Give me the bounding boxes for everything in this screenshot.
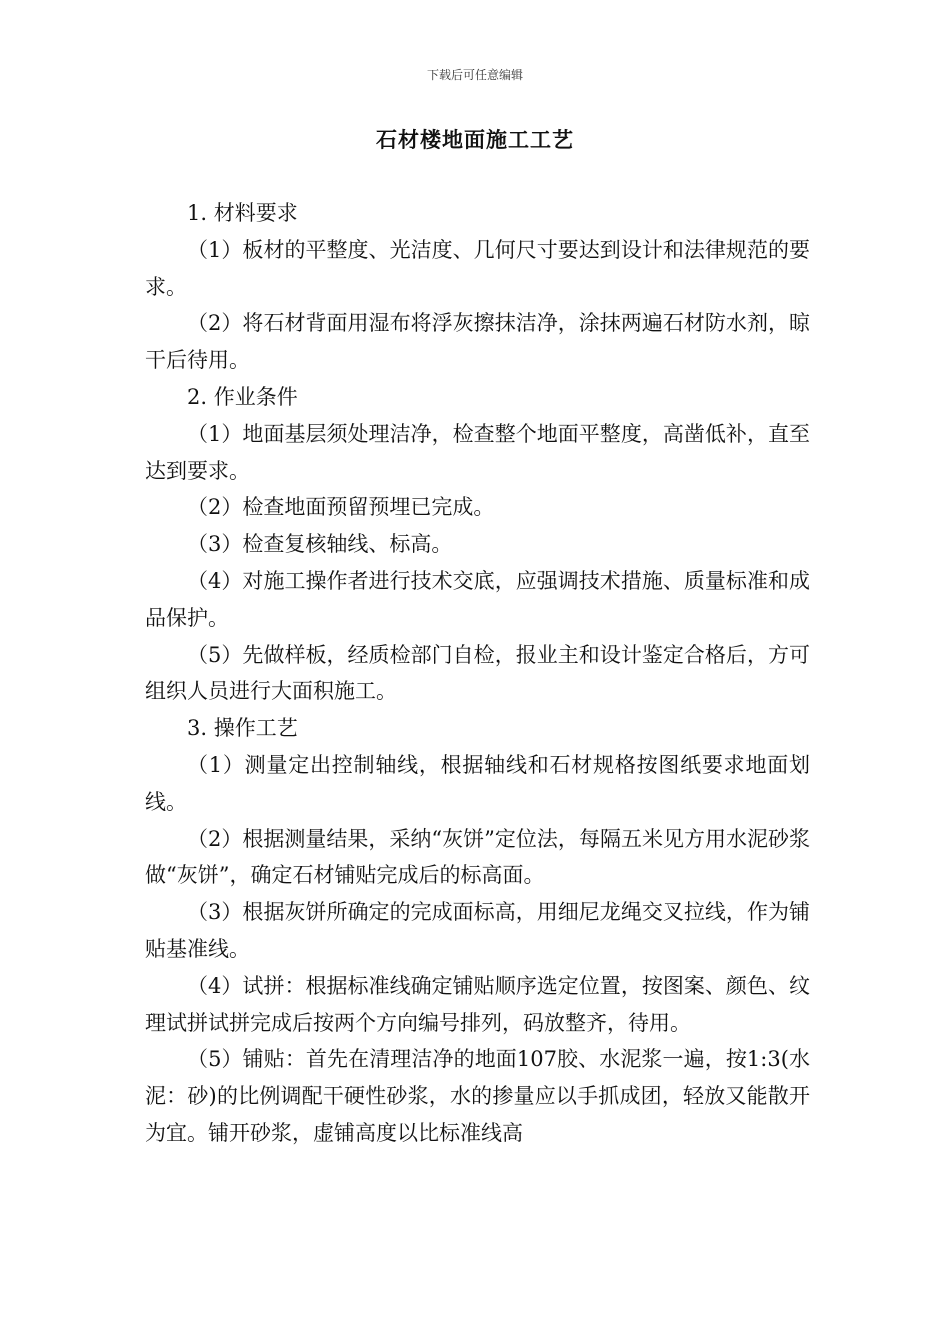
paragraph: （3）检查复核轴线、标高。 bbox=[187, 532, 453, 557]
paragraph: （5）先做样板，经质检部门自检，报业主和设计鉴定合格后，方可组织人员进行大面积施工。 bbox=[145, 642, 810, 704]
paragraph: （2）根据测量结果，采纳“灰饼”定位法，每隔五米见方用水泥砂浆做“灰饼”，确定石材铺贴完成后的标高面。 bbox=[145, 826, 810, 888]
paragraph: （1）测量定出控制轴线，根据轴线和石材规格按图纸要求地面划线。 bbox=[145, 752, 810, 814]
paragraph: （4）对施工操作者进行技术交底，应强调技术措施、质量标准和成品保护。 bbox=[145, 568, 810, 630]
header-note: 下载后可任意编辑 bbox=[426, 68, 523, 82]
paragraph: （2）检查地面预留预埋已完成。 bbox=[187, 495, 495, 520]
paragraph: （3）根据灰饼所确定的完成面标高，用细尼龙绳交叉拉线，作为铺贴基准线。 bbox=[145, 900, 810, 961]
paragraph: （2）将石材背面用湿布将浮灰擦抹洁净，涂抹两遍石材防水剂，晾干后待用。 bbox=[145, 311, 810, 373]
section-heading-conditions: 2. 作业条件 bbox=[187, 384, 298, 409]
paragraph: （4）试拼：根据标准线确定铺贴顺序选定位置，按图案、颜色、纹理试拼试拼完成后按两个方向编号排列，码放整齐，待用。 bbox=[145, 973, 810, 1035]
section-heading-process: 3. 操作工艺 bbox=[187, 716, 298, 741]
document-title: 石材楼地面施工工艺 bbox=[376, 127, 574, 152]
paragraph: （1）板材的平整度、光洁度、几何尺寸要达到设计和法律规范的要求。 bbox=[145, 237, 810, 299]
paragraph: （5）铺贴：首先在清理洁净的地面107胶、水泥浆一遍，按1:3(水泥：砂)的比例调配干硬性砂浆，水的掺量应以手抓成团，轻放又能散开为宜。铺开砂浆，虚铺高度以比标准线高 bbox=[145, 1047, 810, 1145]
document-body bbox=[145, 195, 810, 1152]
section-heading-materials: 1. 材料要求 bbox=[187, 201, 298, 225]
paragraph: （1）地面基层须处理洁净，检查整个地面平整度，高凿低补，直至达到要求。 bbox=[145, 421, 810, 483]
